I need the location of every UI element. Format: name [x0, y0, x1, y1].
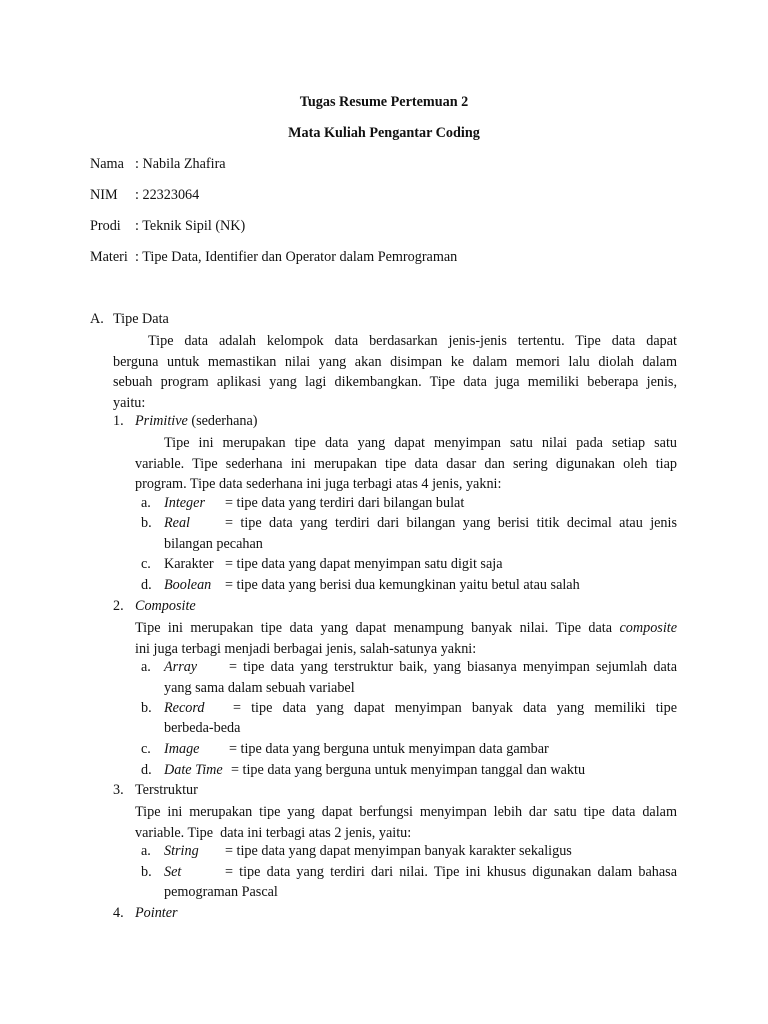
sub-letter: d.	[141, 762, 152, 778]
sub-term: String	[164, 843, 199, 859]
list-item-title: Pointer	[135, 905, 178, 921]
paragraph-line: Tipe ini merupakan tipe yang dapat berfungsi menyimpan lebih dar satu tipe data dalam	[135, 804, 677, 820]
section-title: Tipe Data	[113, 311, 169, 327]
meta-value-nim: : 22323064	[135, 187, 200, 203]
document-title: Tugas Resume Pertemuan 2	[299, 94, 469, 110]
list-number: 2.	[113, 598, 124, 614]
paragraph-line: variable. Tipe sederhana ini merupakan tipe data dasar dan sering digunakan oleh tiap	[135, 455, 677, 472]
sub-term: Set	[164, 864, 182, 880]
sub-term: Boolean	[164, 577, 212, 593]
list-item-title: Composite	[135, 598, 196, 614]
item-description	[135, 802, 677, 843]
sub-definition: = tipe data yang dapat menyimpan satu digit saja	[225, 556, 503, 572]
document-subtitle: Mata Kuliah Pengantar Coding	[288, 125, 480, 141]
sub-term: Array	[164, 659, 198, 675]
meta-value-materi: : Tipe Data, Identifier dan Operator dalam Pemrograman	[135, 249, 458, 265]
paragraph-line: sebuah program aplikasi yang lagi dikembangkan. Tipe data juga memiliki beberapa jenis,	[113, 374, 677, 391]
sub-letter: c.	[141, 556, 151, 572]
sub-term: Karakter	[164, 556, 214, 572]
sub-letter: a.	[141, 495, 151, 511]
sub-letter: a.	[141, 659, 151, 675]
sub-letter: b.	[141, 700, 152, 716]
paragraph-line: yaitu:	[113, 394, 146, 411]
list-number: 4.	[113, 905, 124, 921]
list-number: 1.	[113, 413, 124, 429]
sub-definition: = tipe data yang terdiri dari bilangan yang berisi titik decimal atau jenis	[225, 515, 677, 531]
sub-letter: b.	[141, 864, 152, 880]
sub-letter: d.	[141, 577, 152, 593]
sub-term: Real	[164, 515, 190, 531]
item-description	[135, 433, 677, 495]
sub-letter: a.	[141, 843, 151, 859]
sub-definition: = tipe data yang terdiri dari nilai. Tipe ini khusus digunakan dalam bahasa	[225, 864, 677, 880]
list-item-title	[135, 413, 258, 430]
sub-definition: = tipe data yang dapat menyimpan banyak karakter sekaligus	[225, 843, 572, 859]
meta-label-prodi: Prodi	[90, 218, 121, 234]
section-intro-paragraph	[113, 331, 677, 413]
paragraph-line: Tipe data adalah kelompok data berdasarkan jenis-jenis tertentu. Tipe data dapat	[148, 333, 677, 349]
sub-definition: = tipe data yang berguna untuk menyimpan data gambar	[229, 741, 549, 757]
meta-value-nama: : Nabila Zhafira	[135, 156, 226, 172]
text-run: Tipe ini merupakan tipe data yang dapat menampung banyak nilai. Tipe data	[135, 620, 620, 636]
sub-definition-continued: berbeda-beda	[164, 720, 241, 736]
sub-definition: = tipe data yang dapat menyimpan banyak data yang memiliki tipe	[233, 700, 677, 716]
meta-label-nama: Nama	[90, 156, 124, 172]
paragraph-line: program. Tipe data sederhana ini juga terbagi atas 4 jenis, yakni:	[135, 476, 502, 493]
list-item-title-italic: Primitive	[135, 413, 188, 429]
sub-letter: b.	[141, 515, 152, 531]
sub-definition: = tipe data yang berisi dua kemungkinan yaitu betul atau salah	[225, 577, 580, 593]
sub-term: Record	[164, 700, 205, 716]
meta-label-nim: NIM	[90, 187, 118, 203]
item-description	[135, 618, 677, 659]
paragraph-line: berguna untuk memastikan nilai yang akan disimpan ke dalam memori lalu diolah dalam	[113, 353, 677, 370]
sub-definition: = tipe data yang berguna untuk menyimpan tanggal dan waktu	[231, 762, 586, 778]
section-letter: A.	[90, 311, 104, 327]
paragraph-line	[135, 618, 677, 639]
meta-value-prodi: : Teknik Sipil (NK)	[135, 218, 246, 234]
sub-definition-continued: bilangan pecahan	[164, 536, 263, 552]
list-number: 3.	[113, 782, 124, 798]
paragraph-line: Tipe ini merupakan tipe data yang dapat menyimpan satu nilai pada setiap satu	[164, 435, 677, 451]
meta-label-materi: Materi	[90, 249, 128, 265]
list-item-title-rest: (sederhana)	[187, 413, 258, 429]
sub-definition: = tipe data yang terstruktur baik, yang biasanya menyimpan sejumlah data	[229, 659, 677, 675]
text-run-italic: composite	[619, 620, 677, 636]
sub-term: Image	[164, 741, 200, 757]
sub-definition: = tipe data yang terdiri dari bilangan bulat	[225, 495, 465, 511]
sub-term: Integer	[164, 495, 205, 511]
paragraph-line: ini juga terbagi menjadi berbagai jenis, salah-satunya yakni:	[135, 640, 477, 657]
sub-letter: c.	[141, 741, 151, 757]
sub-definition-continued: pemograman Pascal	[164, 884, 278, 900]
sub-term: Date Time	[164, 762, 223, 778]
list-item-title: Terstruktur	[135, 782, 198, 798]
paragraph-line: variable. Tipe data ini terbagi atas 2 jenis, yaitu:	[135, 824, 412, 841]
sub-definition-continued: yang sama dalam sebuah variabel	[164, 680, 355, 696]
